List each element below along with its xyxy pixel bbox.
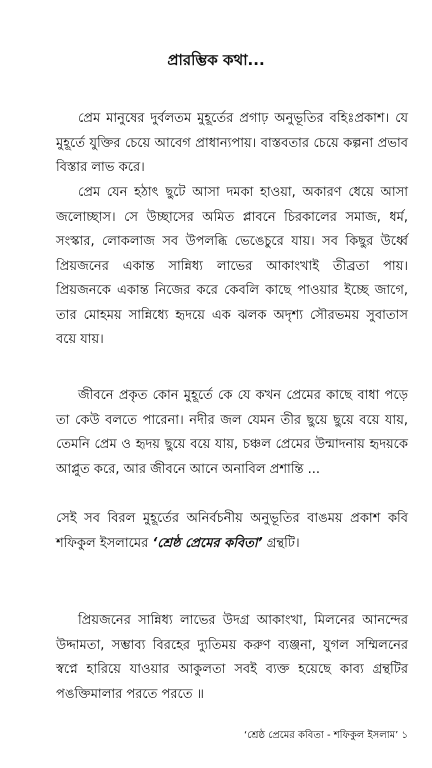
paragraph-5: প্রিয়জনের সান্নিধ্য লাভের উদগ্র আকাংখা, মিলনের আনন্দের উদ্দামতা, সম্ভাব্য বিরহের দ্যুতিময় করুণ ব্যঞ্জনা, যুগল সম্মিলনের স্বপ্নে হারিয়ে যাওয়ার আকুলতা সবই ব্যক্ত হয়েছে কাব্য গ্রন্থটির পঙক্তিমালার পরতে পরতে ॥	[56, 613, 408, 702]
paragraph-1: প্রেম মানুষের দুর্বলতম মুহূর্তের প্রগাঢ় অনুভূতির বহিঃপ্রকাশ। যে মুহূর্তে যুক্তির চেয়ে আবেগ প্রাধান্যপায়। বাস্তবতার চেয়ে কল্পনা প্রভাব বিস্তার লাভ করে।	[56, 111, 408, 175]
book-title: ‘শ্রেষ্ঠ প্রেমের কবিতা’	[152, 535, 263, 551]
page-footer: ‘শ্রেষ্ঠ প্রেমের কবিতা - শফিকুল ইসলাম’ ১	[243, 730, 408, 741]
paragraph-2: প্রেম যেন হঠাৎ ছুটে আসা দমকা হাওয়া, অকারণ ধেয়ে আসা জলোচ্ছাস। সে উচ্ছাসের অমিত প্লাবনে চিরকালের সমাজ, ধর্ম, সংস্কার, লোকলাজ সব উপলব্ধি ভেঙেচুরে যায়। সব কিছুর উর্ধ্বে প্রিয়জনের একান্ত সান্নিধ্য লাভের আকাংখাই তীব্রতা পায়। প্রিয়জনকে একান্ত নিজের করে কেবলি কাছে পাওয়ার ইচ্ছে জাগে, তার মোহময় সান্নিধ্যে হৃদয়ে এক ঝলক অদৃশ্য সৌরভময় সুবাতাস বয়ে যায়।	[56, 185, 408, 347]
page-title: প্রারম্ভিক কথা...	[167, 51, 265, 69]
paragraph-4-end: গ্রন্থটি।	[262, 535, 300, 551]
paragraph-4	[56, 507, 408, 556]
paragraph-4-text: সেই সব বিরল মুহূর্তের অনির্বচনীয় অনুভূতির বাঙময় প্রকাশ কবি শফিকুল ইসলামের	[56, 511, 408, 551]
paragraph-3: জীবনে প্রকৃত কোন মুহূর্তে কে যে কখন প্রেমের কাছে বাধা পড়ে তা কেউ বলতে পারেনা। নদীর জল যেমন তীর ছুয়ে ছুয়ে বয়ে যায়, তেমনি প্রেম ও হৃদয় ছুয়ে বয়ে যায়, চঞ্চল প্রেমের উন্মাদনায় হৃদয়কে আপ্লুত করে, আর জীবনে আনে অনাবিল প্রশান্তি ...	[56, 388, 408, 477]
